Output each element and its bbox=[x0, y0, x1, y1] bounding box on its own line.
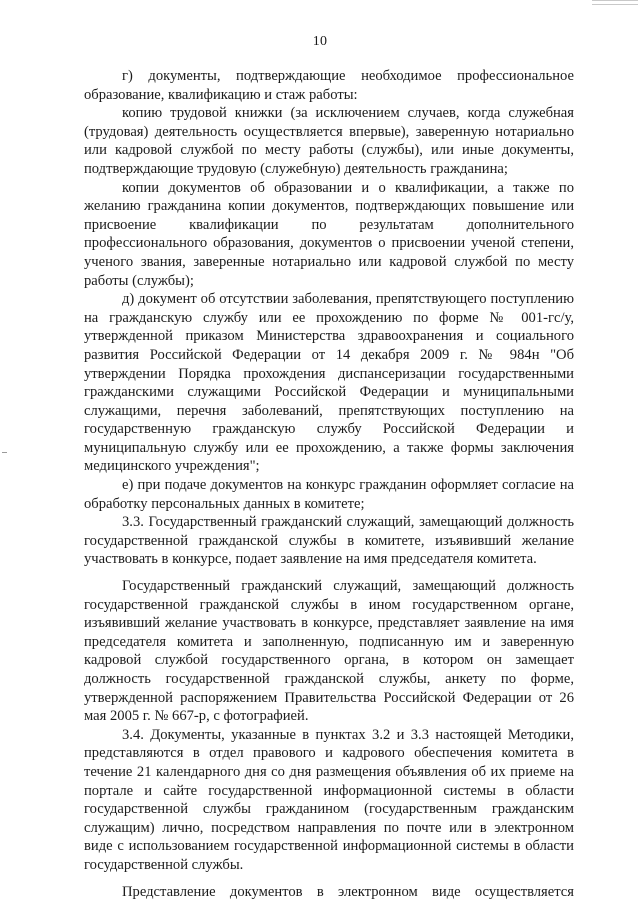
page-number: 10 bbox=[312, 34, 328, 49]
paragraph-electronic-submission: Представление документов в электронном виде осуществляется bbox=[122, 883, 574, 900]
paragraph-item-d: д) документ об отсутствии заболевания, препятствующего поступлению на гражданскую службу или ее прохождению по форме № 001-гс/у, утвержденной приказом Министерства здравоохранения и социального развития Российской Федерации от 14 декабря 2009 г. № 984н "Об утверждении Порядка прохождения диспансеризации государственными гражданскими служащими Российской Федерации и муниципальными служащими, перечня заболеваний, препятствующих поступлению на государственную гражданскую службу Российской Федерации и муниципальную службу или ее прохождению, а также формы заключения медицинского учреждения"; bbox=[84, 291, 574, 475]
paragraph-3-3: 3.3. Государственный гражданский служащий, замещающий должность государственной гражданской службы в комитете, изъявивший желание участвовать в конкурсе, подает заявление на имя председателя комитета. bbox=[84, 514, 574, 568]
paragraph-3-4: 3.4. Документы, указанные в пунктах 3.2 и 3.3 настоящей Методики, представляются в отдел правового и кадрового обеспечения комитета в течение 21 календарного дня со дня размещения объявления об их приеме на портале и сайте государственной информационной системы в области государственной службы гражданином (государственным гражданским служащим) лично, посредством направления по почте или в электронном виде с использованием государственной информационной системы в области государственной службы. bbox=[84, 726, 574, 873]
paragraph-education-docs: копии документов об образовании и о квалификации, а также по желанию гражданина копии документов, подтверждающих повышение или присвоение квалификации по результатам дополнительного профессионального образования, документов о присвоении ученой степени, ученого звания, заверенные нотариально или кадровой службой по месту работы (службы); bbox=[84, 179, 574, 289]
document-body bbox=[84, 67, 574, 901]
paragraph-other-agency: Государственный гражданский служащий, замещающий должность государственной гражданской службы в ином государственном органе, изъявивший желание участвовать в конкурсе, представляет заявление на имя председателя комитета и заполненную, подписанную им и заверенную кадровой службой государственного органа, в котором он замещает должность государственной гражданской службы, анкету по форме, утвержденной распоряжением Правительства Российской Федерации от 26 мая 2005 г. № 667-р, с фотографией. bbox=[84, 578, 574, 725]
scan-edge-mark bbox=[592, 0, 638, 5]
paragraph-work-record: копию трудовой книжки (за исключением случаев, когда служебная (трудовая) деятельность осуществляется впервые), заверенную нотариально или кадровой службой по месту работы (службы), или иные документы, подтверждающие трудовую (служебную) деятельность гражданина; bbox=[84, 105, 574, 177]
paragraph-item-e: е) при подаче документов на конкурс гражданин оформляет согласие на обработку персональных данных в комитете; bbox=[84, 477, 574, 512]
paragraph-item-g: г) документы, подтверждающие необходимое профессиональное образование, квалификацию и стаж работы: bbox=[84, 68, 574, 103]
scan-margin-mark bbox=[2, 452, 7, 453]
